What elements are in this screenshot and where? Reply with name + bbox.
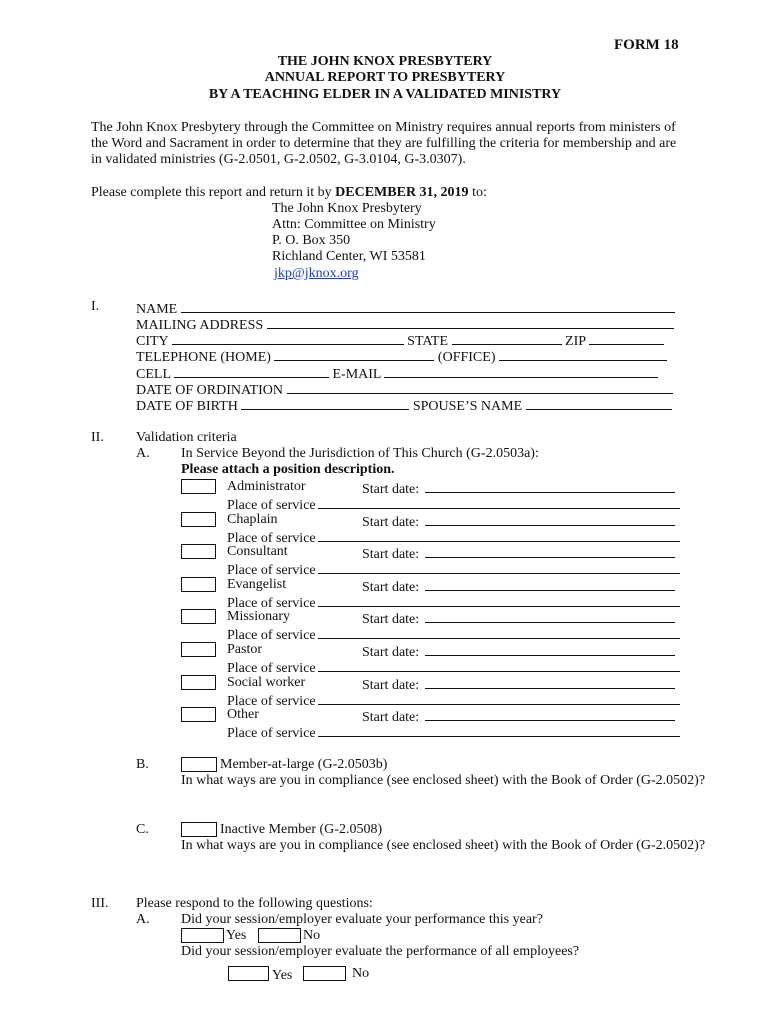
zip-label: ZIP (565, 334, 586, 349)
role-evangelist-place-field[interactable] (318, 593, 680, 607)
zip-field[interactable] (589, 331, 664, 345)
role-consultant-place-field[interactable] (318, 560, 680, 574)
section-3-title: Please respond to the following questions: (136, 896, 373, 911)
role-label: Pastor (227, 642, 262, 657)
position-note: Please attach a position description. (181, 462, 395, 477)
role-administrator-start-date-field[interactable] (425, 479, 675, 493)
role-chaplain-start-date-field[interactable] (425, 512, 675, 526)
start-date-label: Start date: (362, 612, 420, 627)
start-date-label: Start date: (362, 547, 420, 562)
address-line-4: Richland Center, WI 53581 (272, 249, 426, 264)
q2-yes-checkbox[interactable] (228, 966, 269, 981)
office-label: (OFFICE) (437, 350, 496, 365)
intro-line-1: The John Knox Presbytery through the Committee on Ministry requires annual reports from ministers of (91, 120, 676, 135)
place-of-service-label: Place of service (227, 726, 316, 741)
section-2-a-letter: A. (136, 446, 150, 461)
office-field[interactable] (499, 347, 667, 361)
role-missionary-start-date-field[interactable] (425, 609, 675, 623)
cell-field[interactable] (174, 364, 329, 378)
start-date-label: Start date: (362, 482, 420, 497)
role-other-start-date-field[interactable] (425, 707, 675, 721)
section-2-b-letter: B. (136, 757, 149, 772)
telephone-home-field[interactable] (274, 347, 434, 361)
ordination-label: DATE OF ORDINATION (136, 383, 283, 398)
city-field[interactable] (172, 331, 404, 345)
start-date-label: Start date: (362, 515, 420, 530)
q2-no-label: No (352, 966, 370, 981)
section-1-numeral: I. (91, 299, 100, 314)
state-field[interactable] (452, 331, 562, 345)
place-of-service-label: Place of service (227, 531, 316, 546)
place-of-service-row (227, 723, 680, 742)
header-line-1: THE JOHN KNOX PRESBYTERY (277, 54, 493, 69)
return-deadline: DECEMBER 31, 2019 (335, 185, 469, 200)
email-link-wrap (274, 266, 359, 282)
mailing-field[interactable] (267, 315, 674, 329)
birth-label: DATE OF BIRTH (136, 399, 238, 414)
role-label: Evangelist (227, 577, 287, 592)
place-of-service-label: Place of service (227, 563, 316, 578)
q1-no-checkbox[interactable] (258, 928, 301, 943)
cell-label: CELL (136, 367, 171, 382)
section-3-a-letter: A. (136, 912, 150, 927)
spouse-label: SPOUSE’S NAME (412, 399, 523, 414)
place-of-service-label: Place of service (227, 596, 316, 611)
role-consultant-start-date-field[interactable] (425, 544, 675, 558)
header-line-3: BY A TEACHING ELDER IN A VALIDATED MINISTRY (208, 87, 562, 102)
role-label: Administrator (227, 479, 306, 494)
role-label: Missionary (227, 609, 290, 624)
section-2-title: Validation criteria (136, 430, 237, 445)
email-field[interactable] (384, 364, 658, 378)
intro-line-3: in validated ministries (G-2.0501, G-2.0502, G-3.0104, G-3.0307). (91, 152, 466, 167)
ordination-field[interactable] (287, 380, 673, 394)
return-suffix: to: (468, 185, 487, 200)
section-3-numeral: III. (91, 896, 109, 911)
inactive-member-checkbox[interactable] (181, 822, 217, 837)
role-label: Chaplain (227, 512, 278, 527)
role-social-worker-place-field[interactable] (318, 691, 680, 705)
role-chaplain-place-field[interactable] (318, 528, 680, 542)
role-chaplain-checkbox[interactable] (181, 512, 216, 527)
intro-line-2: the Word and Sacrament in order to determine that they are fulfilling the criteria for membership and are (91, 136, 677, 151)
spouse-field[interactable] (526, 396, 672, 410)
form-number: FORM 18 (614, 37, 679, 53)
role-label: Consultant (227, 544, 288, 559)
address-line-2: Attn: Committee on Ministry (272, 217, 436, 232)
place-of-service-label: Place of service (227, 628, 316, 643)
role-label: Social worker (227, 675, 306, 690)
inactive-member-label: Inactive Member (G-2.0508) (220, 822, 383, 837)
role-missionary-checkbox[interactable] (181, 609, 216, 624)
role-social-worker-checkbox[interactable] (181, 675, 216, 690)
inactive-member-question: In what ways are you in compliance (see enclosed sheet) with the Book of Order (G-2.0502)? (181, 838, 706, 853)
place-of-service-label: Place of service (227, 661, 316, 676)
name-label: NAME (136, 302, 178, 317)
return-instruction (91, 185, 487, 201)
member-at-large-question: In what ways are you in compliance (see enclosed sheet) with the Book of Order (G-2.0502)? (181, 773, 706, 788)
birth-field[interactable] (241, 396, 409, 410)
city-label: CITY (136, 334, 169, 349)
name-field[interactable] (181, 299, 675, 313)
address-line-1: The John Knox Presbytery (272, 201, 422, 216)
section-2-c-letter: C. (136, 822, 149, 837)
start-date-label: Start date: (362, 580, 420, 595)
email-label: E-MAIL (332, 367, 381, 382)
birth-row (136, 396, 672, 415)
member-at-large-label: Member-at-large (G-2.0503b) (220, 757, 388, 772)
role-missionary-place-field[interactable] (318, 625, 680, 639)
q2-yes-label: Yes (272, 968, 293, 983)
role-pastor-start-date-field[interactable] (425, 642, 675, 656)
role-other-checkbox[interactable] (181, 707, 216, 722)
q2-no-checkbox[interactable] (303, 966, 346, 981)
role-pastor-checkbox[interactable] (181, 642, 216, 657)
mailing-label: MAILING ADDRESS (136, 318, 264, 333)
q1-yes-label: Yes (226, 928, 247, 943)
header-line-2: ANNUAL REPORT TO PRESBYTERY (264, 70, 506, 85)
role-administrator-checkbox[interactable] (181, 479, 216, 494)
role-consultant-checkbox[interactable] (181, 544, 216, 559)
member-at-large-checkbox[interactable] (181, 757, 217, 772)
role-pastor-place-field[interactable] (318, 658, 680, 672)
section-2-a-text: In Service Beyond the Jurisdiction of This Church (G-2.0503a): (181, 446, 539, 461)
question-1: Did your session/employer evaluate your performance this year? (181, 912, 543, 927)
question-2: Did your session/employer evaluate the performance of all employees? (181, 944, 580, 959)
role-evangelist-start-date-field[interactable] (425, 577, 675, 591)
role-administrator-place-field[interactable] (318, 495, 680, 509)
place-of-service-label: Place of service (227, 498, 316, 513)
role-evangelist-checkbox[interactable] (181, 577, 216, 592)
email-link[interactable]: jkp@jknox.org (274, 266, 359, 281)
address-line-3: P. O. Box 350 (272, 233, 351, 248)
role-other-place-field[interactable] (318, 723, 680, 737)
return-prefix: Please complete this report and return it by (91, 185, 336, 200)
role-label: Other (227, 707, 259, 722)
start-date-label: Start date: (362, 710, 420, 725)
section-2-numeral: II. (91, 430, 104, 445)
place-of-service-label: Place of service (227, 694, 316, 709)
q1-no-label: No (303, 928, 321, 943)
start-date-label: Start date: (362, 645, 420, 660)
start-date-label: Start date: (362, 678, 420, 693)
telephone-home-label: TELEPHONE (HOME) (136, 350, 271, 365)
state-label: STATE (407, 334, 449, 349)
role-social-worker-start-date-field[interactable] (425, 675, 675, 689)
q1-yes-checkbox[interactable] (181, 928, 224, 943)
